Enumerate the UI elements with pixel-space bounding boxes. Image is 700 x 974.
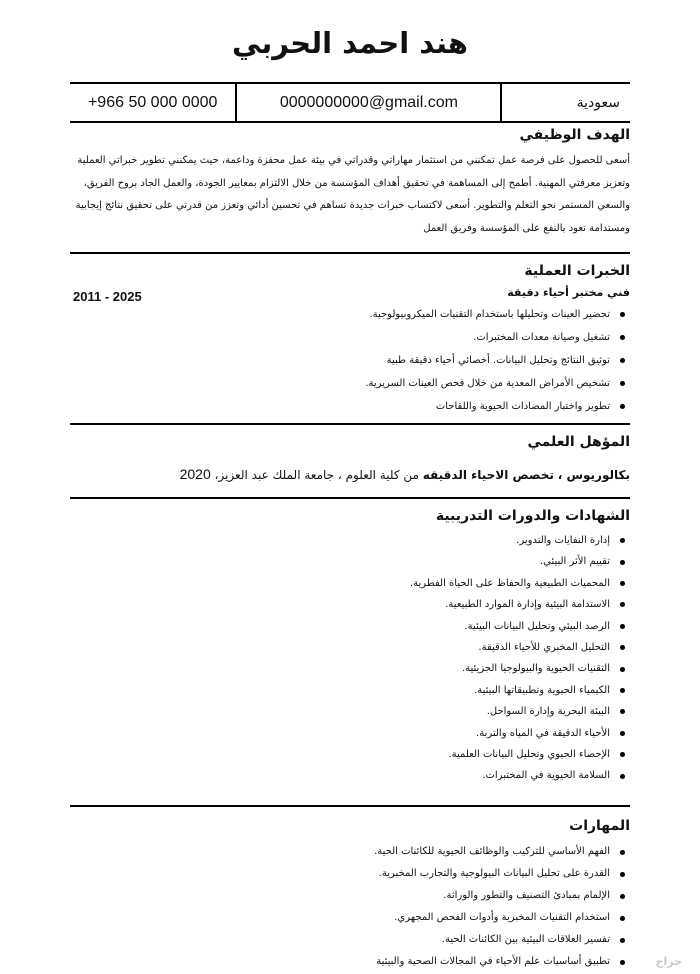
- objective-heading: الهدف الوظيفي: [519, 127, 630, 143]
- list-item: تطوير واختبار المضادات الحيوية واللقاحات: [90, 395, 630, 418]
- certificates-heading: الشهادات والدورات التدريبية: [435, 508, 630, 524]
- list-item: تشخيص الأمراض المعدية من خلال فحص العينات السريرية.: [90, 372, 630, 395]
- list-item: السلامة الحيوية في المختبرات.: [90, 765, 630, 786]
- objective-line: أسعى للحصول على فرصة عمل تمكنني من استثمار مهاراتي وقدراتي في بيئة عمل محفزة وداعمة، حيث يمكنني تطوير خبراتي العملية: [77, 155, 630, 166]
- objective-line: وتعزيز معرفتي المهنية. أطمح إلى المساهمة في تحقيق أهداف المؤسسة من خلال الالتزام بمعايير الجودة، والعمل الجاد بروح الفريق،: [83, 177, 630, 189]
- objective-line: ومستدامة تعود بالنفع على المؤسسة وفريق العمل: [423, 222, 630, 234]
- job-dates: 2011 - 2025: [73, 289, 142, 304]
- list-item: الاستدامة البيئية وإدارة الموارد الطبيعية.: [90, 594, 630, 615]
- email-address: 0000000000@gmail.com: [237, 84, 502, 121]
- list-item: تطبيق أساسيات علم الأحياء في المجالات الصحية والبيئية: [90, 951, 630, 973]
- list-item: استخدام التقنيات المخبرية وأدوات الفحص المجهري.: [90, 907, 630, 929]
- list-item: تفسير العلاقات البيئية بين الكائنات الحية.: [90, 929, 630, 951]
- skills-heading: المهارات: [569, 818, 630, 834]
- list-item: الأحياء الدقيقة في المياه والتربة.: [90, 723, 630, 744]
- skills-list: [90, 841, 630, 973]
- list-item: تشغيل وصيانة معدات المختبرات.: [90, 326, 630, 349]
- watermark-logo: حراج: [655, 955, 682, 968]
- section-divider: [70, 252, 630, 254]
- degree-institution: من كلية العلوم ، جامعة الملك عبد العزيز،: [214, 468, 419, 482]
- nationality: سعودية: [576, 94, 620, 111]
- phone-number: +966 50 000 0000: [70, 84, 237, 121]
- degree-year: 2020: [179, 466, 211, 482]
- list-item: القدرة على تحليل البيانات البيولوجية والتجارب المخبرية.: [90, 863, 630, 885]
- list-item: الإحصاء الحيوي وتحليل البيانات العلمية.: [90, 744, 630, 765]
- objective-line: والسعي المستمر نحو التعلم والتطوير. أسعى لاكتساب خبرات جديدة تساهم في تحسين أدائي وتعزز من قدرتي على تحقيق نتائج إيجابية: [75, 200, 630, 211]
- list-item: الكيمياء الحيوية وتطبيقاتها البيئية.: [90, 680, 630, 701]
- education-degree: [180, 466, 630, 482]
- experience-list: [90, 303, 630, 418]
- list-item: الفهم الأساسي للتركيب والوظائف الحيوية للكائنات الحية.: [90, 841, 630, 863]
- list-item: البيئة البحرية وإدارة السواحل.: [90, 701, 630, 722]
- contact-bar: [70, 82, 630, 123]
- list-item: التحليل المخبري للأحياء الدقيقة.: [90, 637, 630, 658]
- education-heading: المؤهل العلمي: [527, 434, 630, 450]
- list-item: تقييم الأثر البيئي.: [90, 551, 630, 572]
- section-divider: [70, 423, 630, 425]
- certificates-list: [90, 530, 630, 787]
- section-divider: [70, 497, 630, 499]
- list-item: الرصد البيئي وتحليل البيانات البيئية.: [90, 616, 630, 637]
- list-item: تحضير العينات وتحليلها باستخدام التقنيات الميكروبيولوجية.: [90, 303, 630, 326]
- degree-major: تخصص الاحياء الدقيقه: [422, 468, 554, 482]
- candidate-name: هند احمد الحربي: [232, 26, 468, 60]
- list-item: إدارة النفايات والتدوير.: [90, 530, 630, 551]
- list-item: المحميات الطبيعية والحفاظ على الحياة الفطرية.: [90, 573, 630, 594]
- section-divider: [70, 805, 630, 807]
- list-item: الإلمام بمبادئ التصنيف والتطور والوراثة.: [90, 885, 630, 907]
- list-item: التقنيات الحيوية والبيولوجيا الجزيئية.: [90, 658, 630, 679]
- job-title: فني مختبر أحياء دقيقة: [507, 286, 630, 299]
- experience-heading: الخبرات العملية: [524, 263, 630, 279]
- list-item: توثيق النتائج وتحليل البيانات. أخصائي أحياء دقيقة طبية: [90, 349, 630, 372]
- objective-paragraph: [70, 150, 630, 240]
- degree-level: بكالوريوس ،: [557, 468, 630, 482]
